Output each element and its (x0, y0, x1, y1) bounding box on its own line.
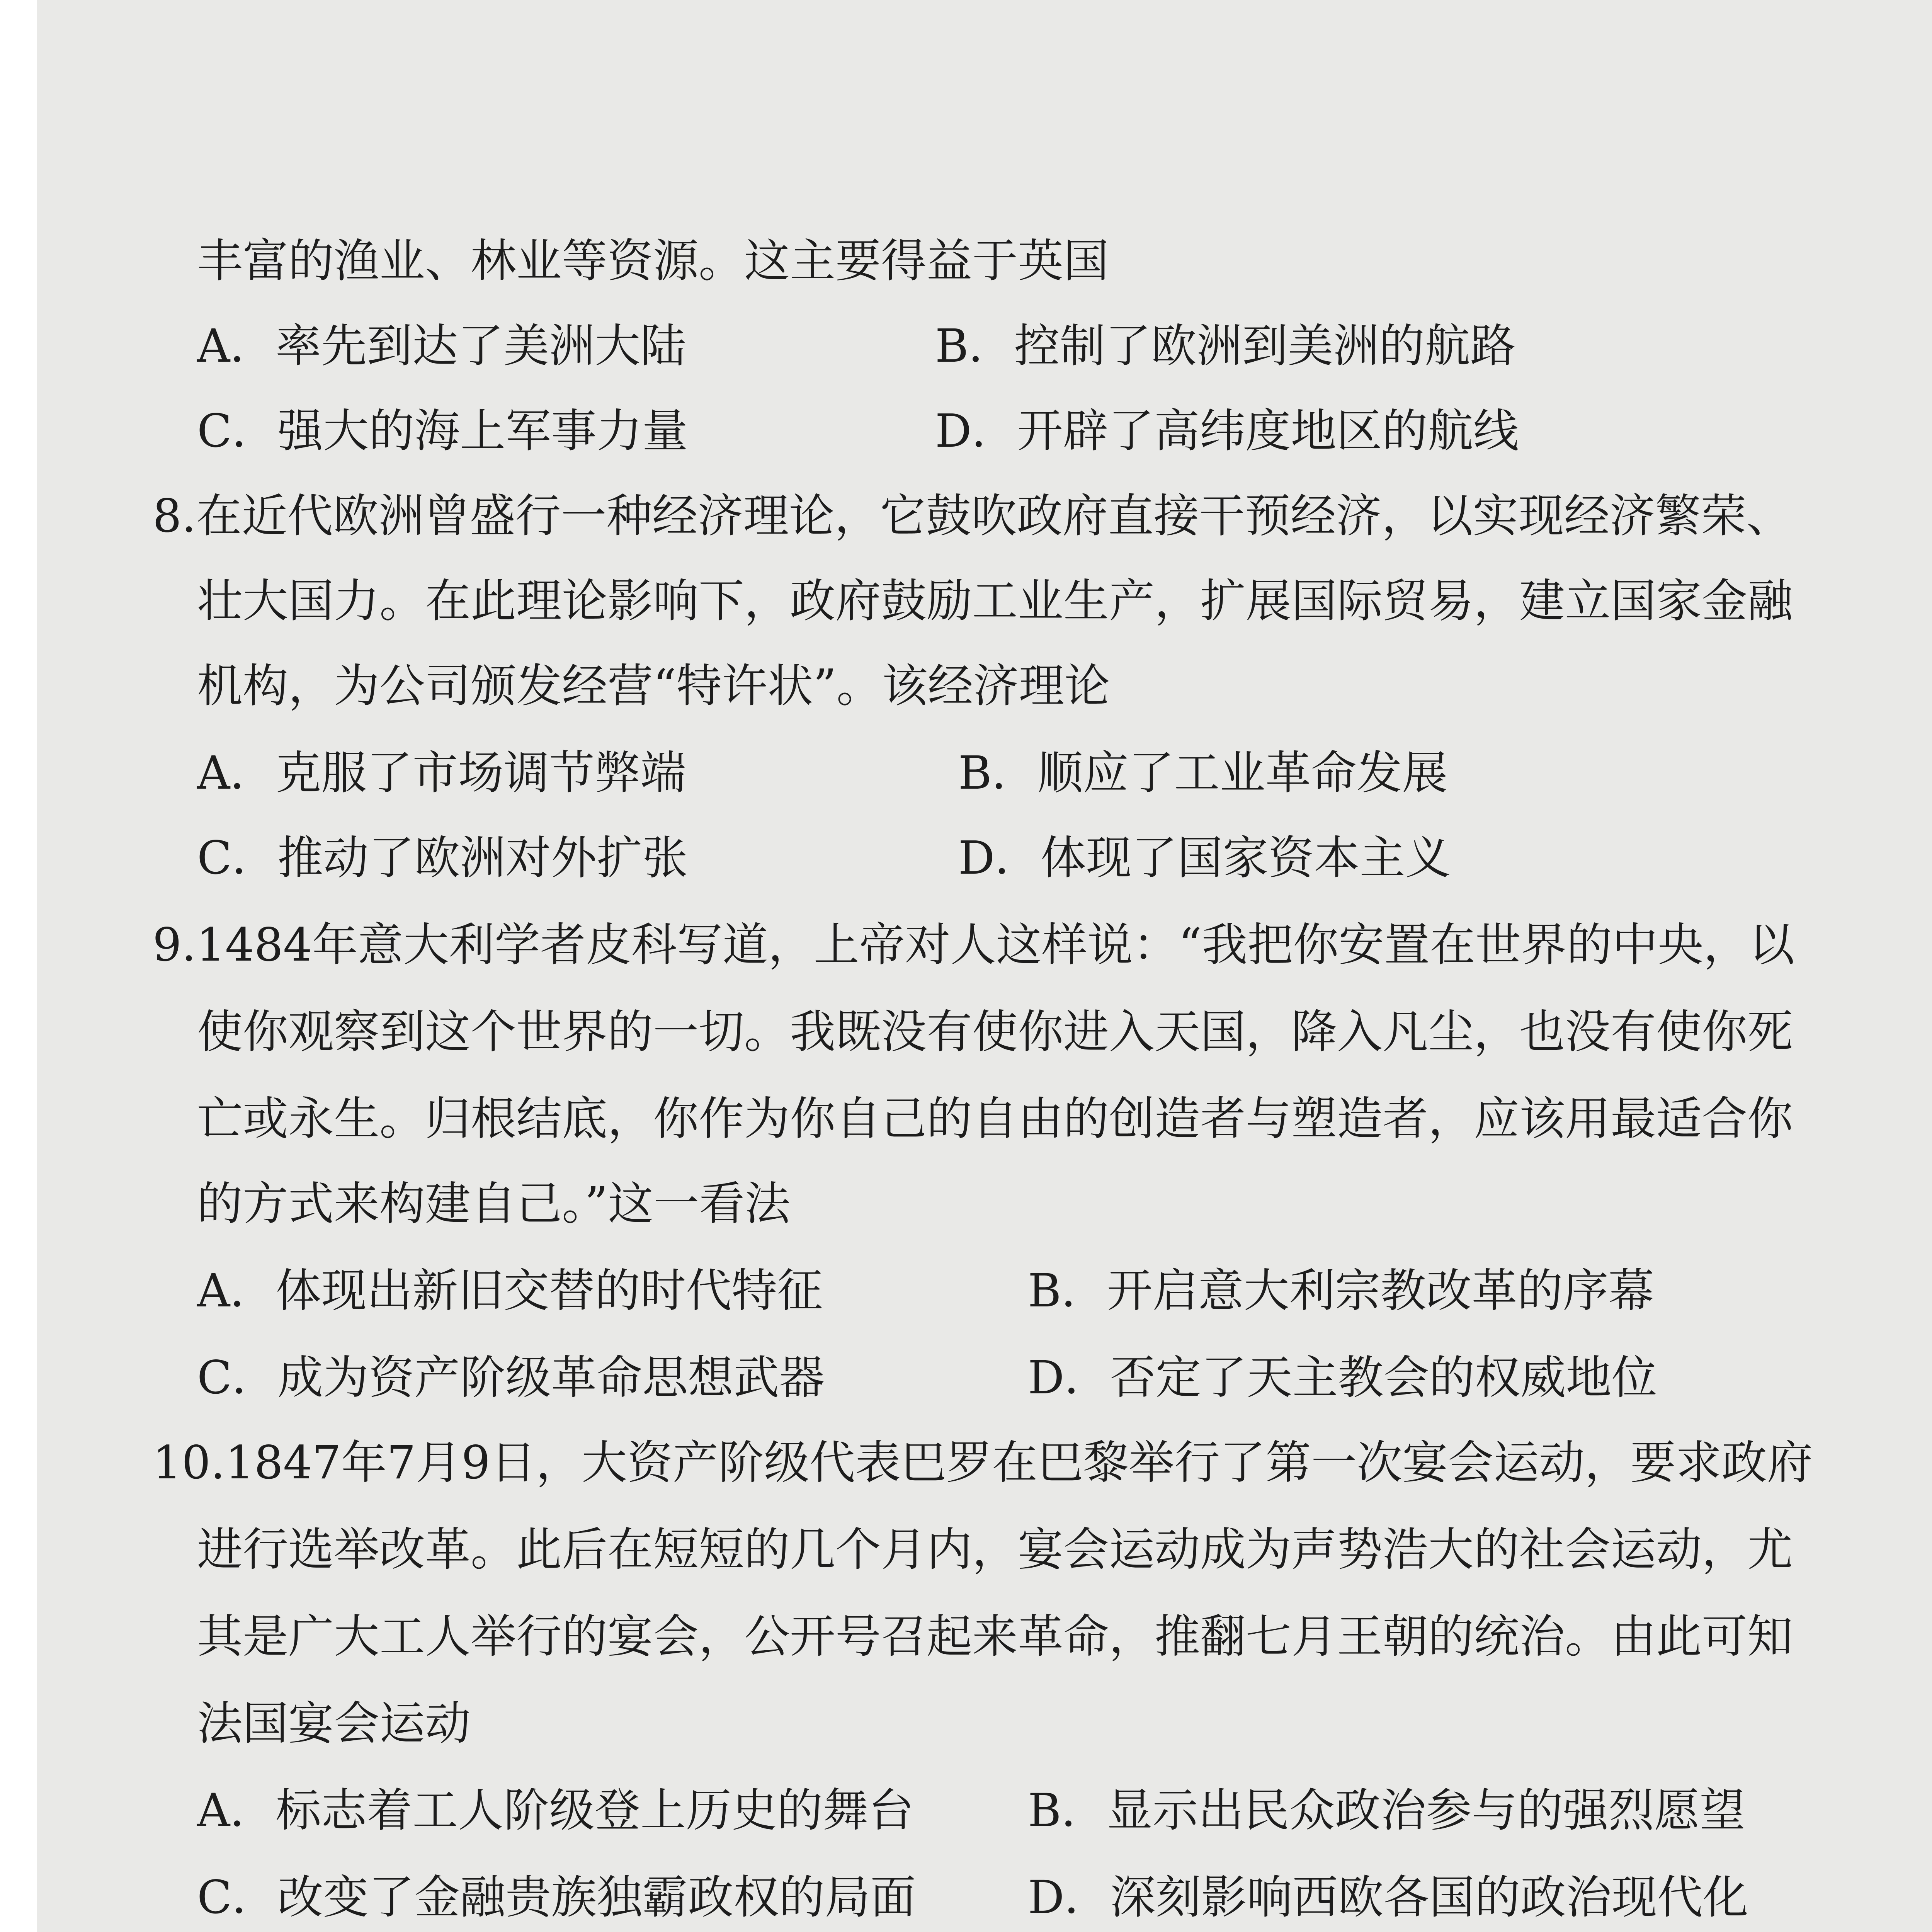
q10-option-a: A．标志着工人阶级登上历史的舞台 (197, 1784, 914, 1837)
q7-option-b: B．控制了欧洲到美洲的航路 (935, 319, 1516, 372)
q8-option-c: C．推动了欧洲对外扩张 (197, 831, 688, 884)
q9-stem-line-2: 使你观察到这个世界的一切。我既没有使你进入天国，降入凡尘，也没有使你死 (197, 1005, 1793, 1058)
q7-option-a: A．率先到达了美洲大陆 (197, 319, 686, 372)
q7-stem-tail: 丰富的渔业、林业等资源。这主要得益于英国 (197, 234, 1109, 287)
q10-stem-line-1: 10.1847年7月9日，大资产阶级代表巴罗在巴黎举行了第一次宴会运动，要求政府 (153, 1436, 1813, 1489)
q8-stem-line-2: 壮大国力。在此理论影响下，政府鼓励工业生产，扩展国际贸易，建立国家金融 (197, 574, 1793, 628)
q9-stem-line-4: 的方式来构建自己。”这一看法 (197, 1177, 791, 1230)
q9-option-c: C．成为资产阶级革命思想武器 (197, 1351, 825, 1404)
q8-option-d: D．体现了国家资本主义 (958, 831, 1451, 884)
q8-option-a: A．克服了市场调节弊端 (197, 746, 686, 799)
q10-stem-line-4: 法国宴会运动 (197, 1697, 471, 1750)
q7-option-d: D．开辟了高纬度地区的航线 (935, 404, 1519, 457)
q10-option-d: D．深刻影响西欧各国的政治现代化 (1028, 1871, 1748, 1924)
q8-stem-line-3: 机构，为公司颁发经营“特许状”。该经济理论 (197, 659, 1110, 713)
q10-option-b: B．显示出民众政治参与的强烈愿望 (1028, 1784, 1745, 1837)
q10-stem-line-3: 其是广大工人举行的宴会，公开号召起来革命，推翻七月王朝的统治。由此可知 (197, 1610, 1793, 1663)
q10-stem-line-2: 进行选举改革。此后在短短的几个月内，宴会运动成为声势浩大的社会运动，尤 (197, 1523, 1793, 1576)
q10-option-c: C．改变了金融贵族独霸政权的局面 (197, 1871, 916, 1924)
q9-option-b: B．开启意大利宗教改革的序幕 (1028, 1264, 1654, 1317)
q9-stem-line-1: 9.1484年意大利学者皮科写道，上帝对人这样说：“我把你安置在世界的中央，以 (153, 918, 1795, 971)
q7-option-c: C．强大的海上军事力量 (197, 404, 688, 457)
q9-option-d: D．否定了天主教会的权威地位 (1028, 1351, 1657, 1404)
q9-stem-line-3: 亡或永生。归根结底，你作为你自己的自由的创造者与塑造者，应该用最适合你 (197, 1092, 1793, 1145)
q8-stem-line-1: 8.在近代欧洲曾盛行一种经济理论，它鼓吹政府直接干预经济，以实现经济繁荣、 (153, 489, 1792, 543)
q9-option-a: A．体现出新旧交替的时代特征 (197, 1264, 823, 1317)
q8-option-b: B．顺应了工业革命发展 (958, 746, 1448, 799)
